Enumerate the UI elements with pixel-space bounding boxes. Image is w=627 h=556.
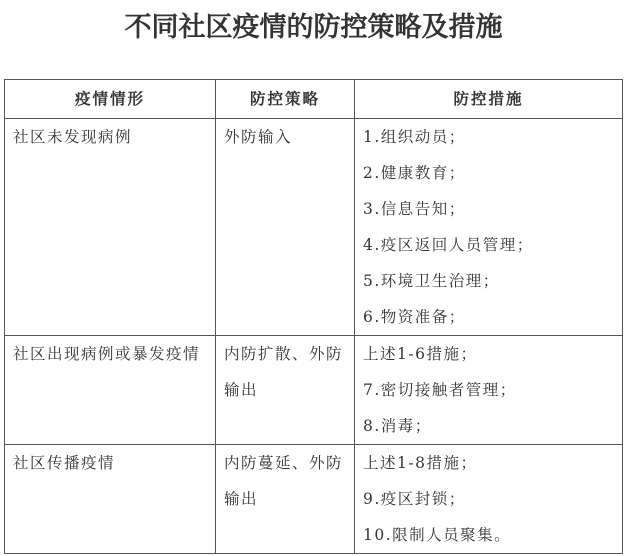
table-row: [5, 336, 623, 445]
header-measures: 防控措施: [355, 80, 623, 119]
table-row: [5, 119, 623, 336]
measure-item: 8.消毒；: [363, 417, 432, 435]
measures-cell: [355, 445, 623, 554]
measure-item: 2.健康教育；: [363, 164, 466, 182]
measure-item: 5.环境卫生治理；: [363, 272, 500, 290]
measure-item: 7.密切接触者管理；: [363, 381, 517, 399]
table-header-row: [5, 80, 623, 119]
strategy-cell: 外防输入: [216, 119, 355, 336]
strategy-cell: 内防扩散、外防输出: [216, 336, 355, 445]
header-situation: 疫情情形: [5, 80, 216, 119]
measure-item: 上述1-6措施；: [363, 345, 478, 363]
measures-cell: [355, 336, 623, 445]
measure-item: 3.信息告知；: [363, 200, 466, 218]
measures-cell: [355, 119, 623, 336]
table-row: [5, 445, 623, 554]
page-title: 不同社区疫情的防控策略及措施: [124, 12, 503, 43]
measure-item: 1.组织动员；: [363, 128, 466, 146]
measure-item: 10.限制人员聚集。: [363, 526, 512, 544]
situation-cell: 社区未发现病例: [5, 119, 216, 336]
policy-table: [4, 79, 623, 554]
measure-item: 9.疫区封锁；: [363, 490, 466, 508]
measure-item: 上述1-8措施；: [363, 454, 478, 472]
header-strategy: 防控策略: [216, 80, 355, 119]
situation-cell: 社区出现病例或暴发疫情: [5, 336, 216, 445]
measure-item: 4.疫区返回人员管理；: [363, 236, 534, 254]
strategy-cell: 内防蔓延、外防输出: [216, 445, 355, 554]
measure-item: 6.物资准备；: [363, 308, 466, 326]
situation-cell: 社区传播疫情: [5, 445, 216, 554]
